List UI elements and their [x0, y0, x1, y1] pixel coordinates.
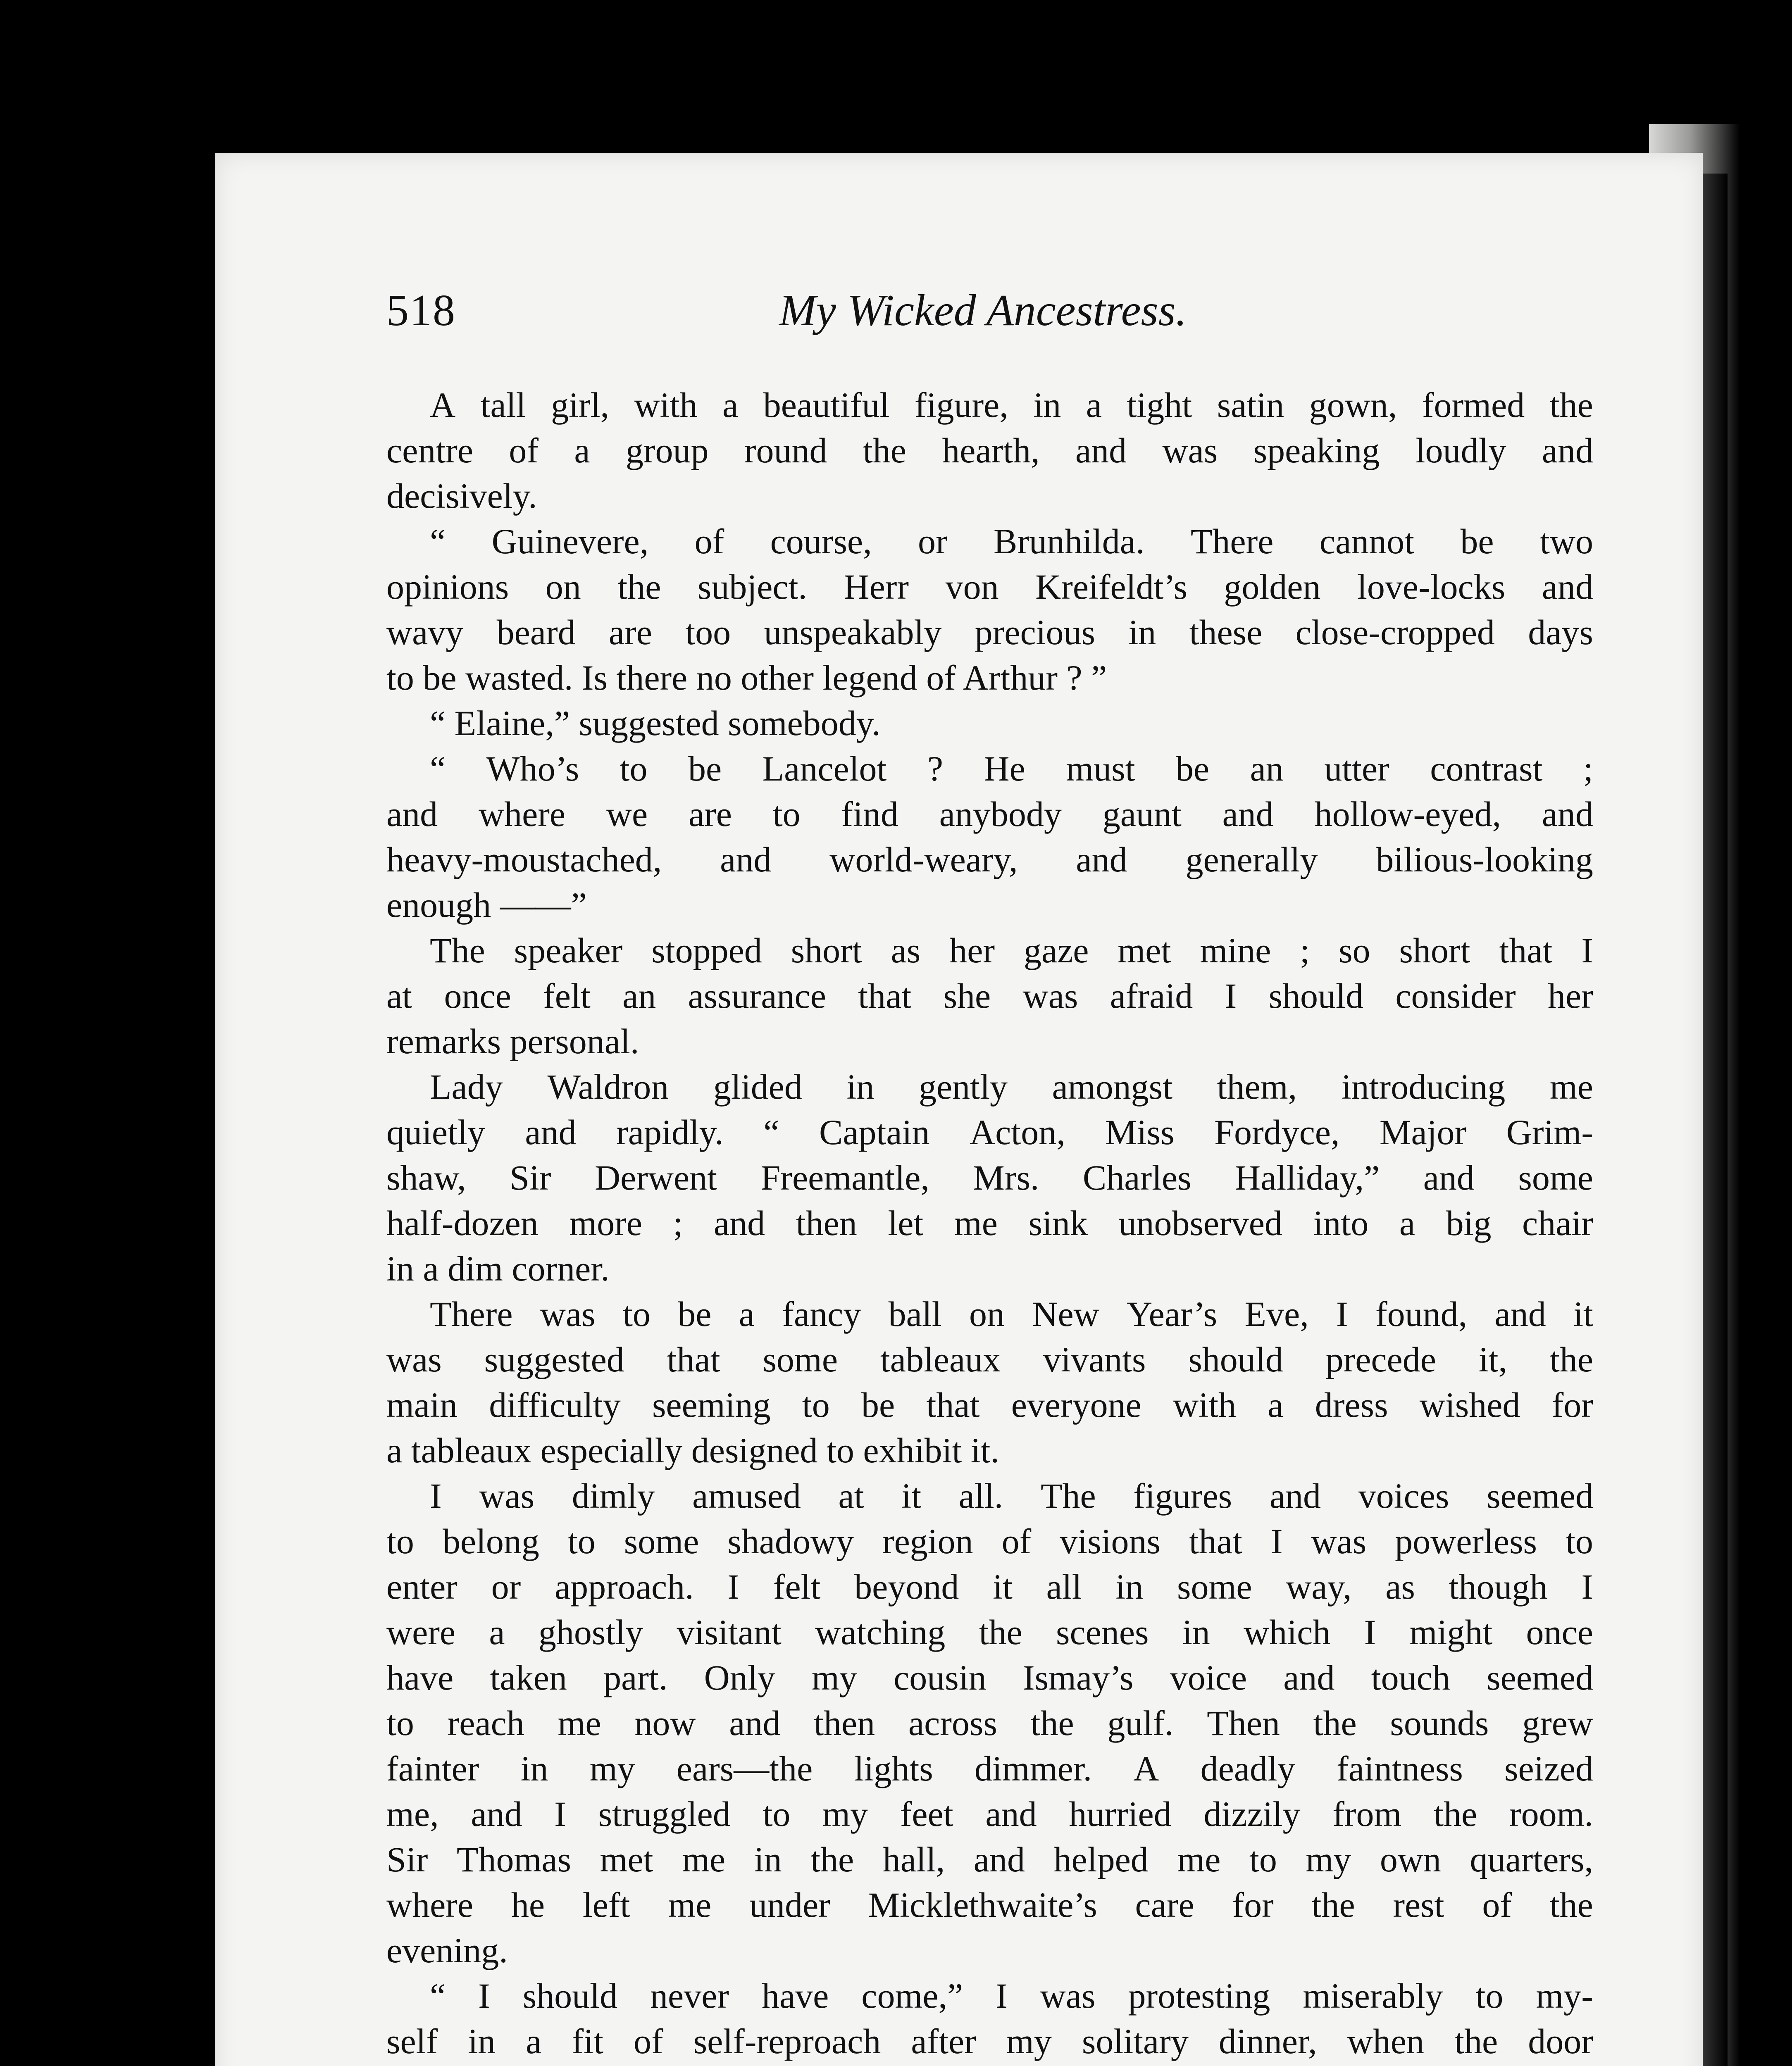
text-line: Sir Thomas met me in the hall, and helped me to my own quarters,	[386, 1840, 1593, 1879]
text-line: remarks personal.	[386, 1021, 639, 1061]
text-line: “ Guinevere, of course, or Brunhilda. There cannot be two	[430, 521, 1593, 561]
text-line: There was to be a fancy ball on New Year’s Eve, I found, and it	[430, 1294, 1593, 1334]
text-line: opinions on the subject. Herr von Kreifeldt’s golden love-locks and	[386, 567, 1593, 607]
text-line: decisively.	[386, 476, 537, 516]
text-line: centre of a group round the hearth, and was speaking loudly and	[386, 431, 1593, 470]
text-line: main difficulty seeming to be that everyone with a dress wished for	[386, 1385, 1593, 1425]
text-line: wavy beard are too unspeakably precious in these close-cropped days	[386, 612, 1593, 652]
text-line: fainter in my ears—the lights dimmer. A deadly faintness seized	[386, 1749, 1593, 1788]
page-edge-shadow	[1703, 174, 1728, 2066]
text-line: where he left me under Micklethwaite’s care for the rest of the	[386, 1885, 1593, 1925]
text-line: quietly and rapidly. “ Captain Acton, Miss Fordyce, Major Grim-	[386, 1112, 1593, 1152]
text-line: to belong to some shadowy region of visions that I was powerless to	[386, 1521, 1593, 1561]
running-head	[386, 285, 1622, 347]
text-line: was suggested that some tableaux vivants should precede it, the	[386, 1340, 1593, 1379]
text-line: “ I should never have come,” I was protesting miserably to my-	[430, 1976, 1593, 2016]
text-line: me, and I struggled to my feet and hurried dizzily from the room.	[386, 1794, 1593, 1834]
text-line: a tableaux especially designed to exhibit it.	[386, 1430, 1000, 1470]
body-text	[386, 382, 1593, 2066]
text-line: and where we are to find anybody gaunt and hollow-eyed, and	[386, 794, 1593, 834]
text-line: shaw, Sir Derwent Freemantle, Mrs. Charles Halliday,” and some	[386, 1158, 1593, 1197]
text-line: “ Who’s to be Lancelot ? He must be an utter contrast ;	[430, 749, 1593, 788]
text-line: A tall girl, with a beautiful figure, in a tight satin gown, formed the	[430, 385, 1593, 425]
page-number: 518	[386, 286, 456, 335]
running-title: My Wicked Ancestress.	[779, 286, 1187, 335]
text-line	[386, 2064, 1593, 2066]
text-line: heavy-moustached, and world-weary, and generally bilious-looking	[386, 840, 1593, 879]
text-line: self in a fit of self-reproach after my solitary dinner, when the door	[386, 2021, 1593, 2061]
text-line: half-dozen more ; and then let me sink unobserved into a big chair	[386, 1203, 1593, 1243]
text-line: have taken part. Only my cousin Ismay’s voice and touch seemed	[386, 1658, 1593, 1697]
text-line: Lady Waldron glided in gently amongst them, introducing me	[430, 1067, 1593, 1107]
text-line: to be wasted. Is there no other legend of Arthur ? ”	[386, 658, 1107, 697]
text-line: at once felt an assurance that she was afraid I should consider her	[386, 976, 1593, 1016]
text-line: I was dimly amused at it all. The figures and voices seemed	[430, 1476, 1593, 1516]
text-line: to reach me now and then across the gulf. Then the sounds grew	[386, 1703, 1593, 1743]
text-line: evening.	[386, 1930, 508, 1970]
text-line: enter or approach. I felt beyond it all in some way, as though I	[386, 1567, 1593, 1607]
text-line: enough ——”	[386, 885, 587, 925]
text-line: were a ghostly visitant watching the scenes in which I might once	[386, 1612, 1593, 1652]
text-line: in a dim corner.	[386, 1249, 610, 1288]
text-line: “ Elaine,” suggested somebody.	[430, 703, 881, 743]
text-line: The speaker stopped short as her gaze met mine ; so short that I	[430, 931, 1593, 970]
